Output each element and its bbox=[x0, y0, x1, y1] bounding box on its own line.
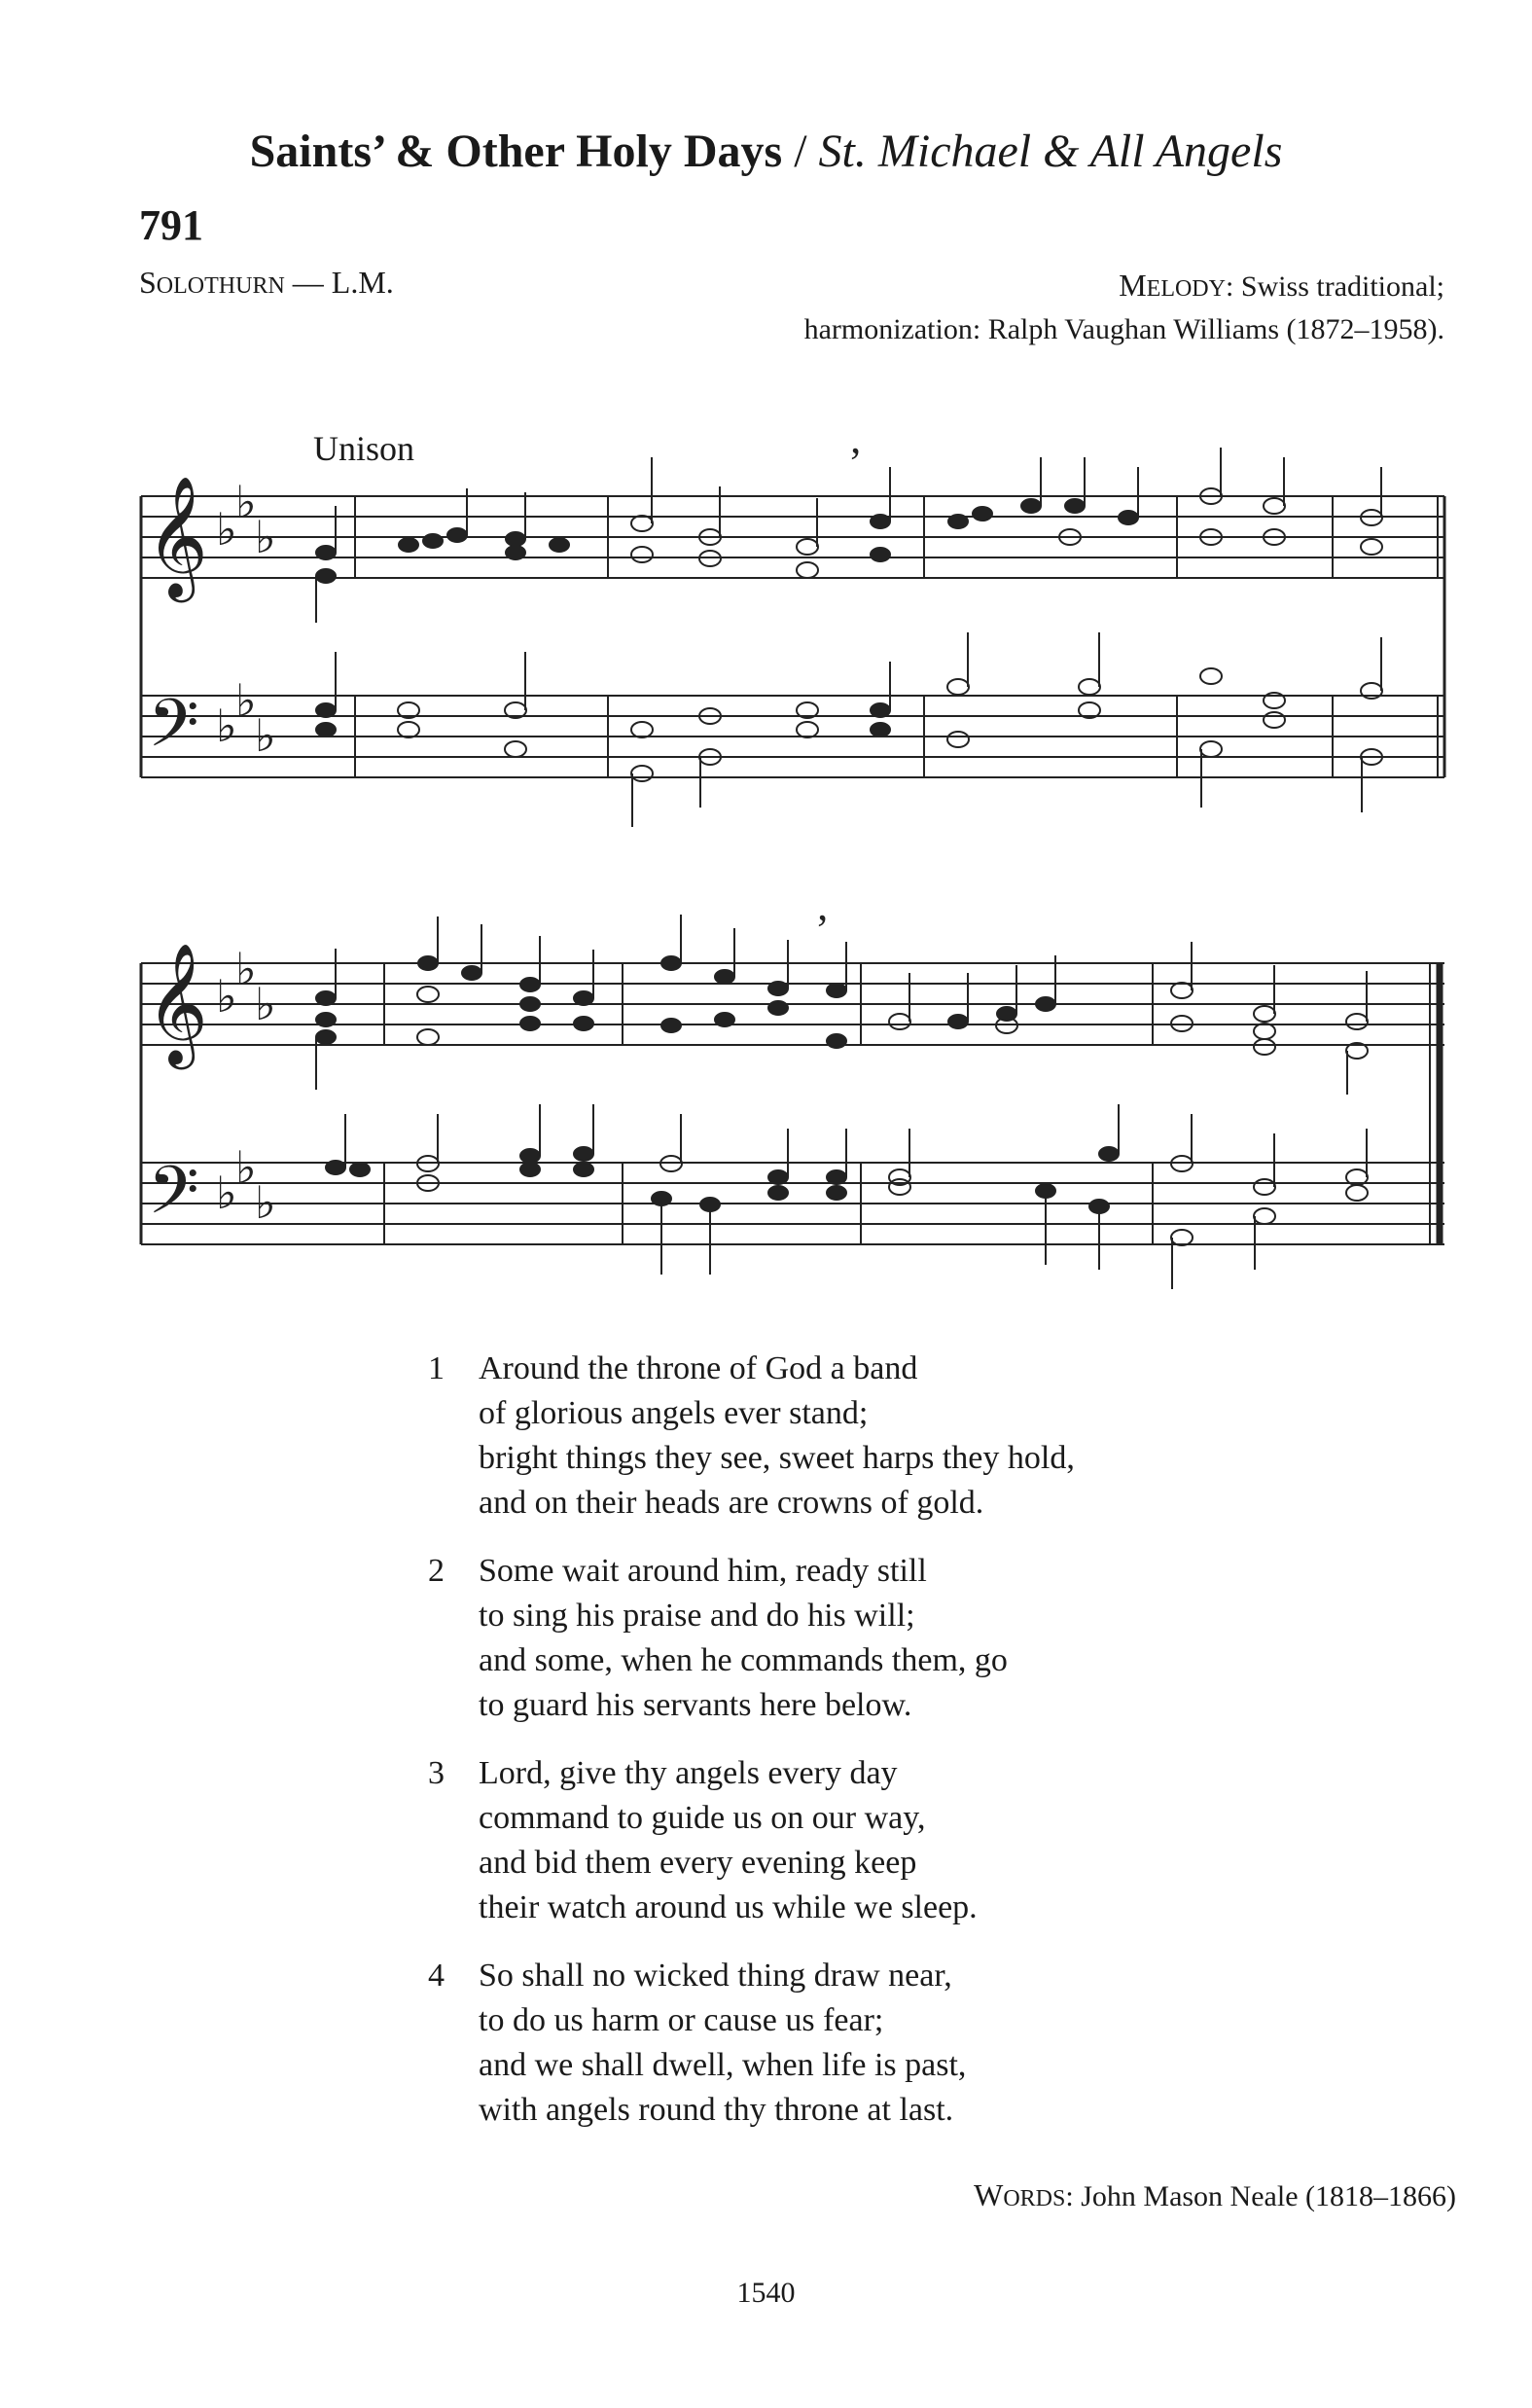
stems-bass bbox=[336, 632, 1381, 827]
occasion-title: St. Michael & All Angels bbox=[818, 126, 1283, 177]
svg-text:♭: ♭ bbox=[216, 1167, 237, 1219]
svg-text:♭: ♭ bbox=[235, 1141, 257, 1194]
svg-text:♭: ♭ bbox=[255, 978, 276, 1030]
hymn-number: 791 bbox=[139, 201, 203, 249]
svg-text:♭: ♭ bbox=[255, 511, 276, 563]
svg-text:♭: ♭ bbox=[235, 943, 257, 995]
barlines bbox=[384, 963, 1440, 1244]
svg-text:♭: ♭ bbox=[255, 709, 276, 762]
verse-line: and on their heads are crowns of gold. bbox=[479, 1485, 984, 1521]
melody-line: MELODY: Swiss traditional; bbox=[1119, 268, 1444, 303]
treble-clef-icon: 𝄞 bbox=[146, 476, 208, 597]
verse-line: Lord, give thy angels every day bbox=[479, 1755, 898, 1791]
verse-line: bright things they see, sweet harps they hold, bbox=[479, 1440, 1075, 1476]
notes-bass bbox=[316, 668, 1382, 781]
verse-number: 3 bbox=[428, 1755, 445, 1791]
harmonization-line: harmonization: Ralph Vaughan Williams (1872–1958). bbox=[803, 313, 1444, 345]
music-system-1 bbox=[0, 428, 1532, 837]
svg-text:♭: ♭ bbox=[216, 970, 237, 1023]
svg-text:♭: ♭ bbox=[255, 1176, 276, 1229]
verse-line: Some wait around him, ready still bbox=[479, 1553, 927, 1589]
verse-1 bbox=[428, 1347, 1075, 1526]
verse-line: and bid them every evening keep bbox=[479, 1845, 917, 1881]
page-number: 1540 bbox=[736, 2277, 796, 2309]
verse-line: to do us harm or cause us fear; bbox=[479, 2002, 884, 2038]
words-credit: WORDS: John Mason Neale (1818–1866) bbox=[974, 2177, 1456, 2212]
bass-clef-icon: 𝄢 bbox=[148, 1153, 199, 1245]
key-signature-icon bbox=[216, 943, 276, 1229]
stems-bass bbox=[345, 1104, 1367, 1289]
verse-line: with angels round thy throne at last. bbox=[479, 2092, 954, 2128]
verse-number: 4 bbox=[428, 1958, 445, 1994]
treble-clef-icon: 𝄞 bbox=[146, 943, 208, 1064]
unison-direction: Unison bbox=[313, 429, 415, 468]
verse-line: So shall no wicked thing draw near, bbox=[479, 1958, 952, 1994]
svg-text:♭: ♭ bbox=[235, 674, 257, 727]
verse-line: and some, when he commands them, go bbox=[479, 1642, 1008, 1678]
verse-line: their watch around us while we sleep. bbox=[479, 1889, 978, 1925]
bass-clef-icon: 𝄢 bbox=[148, 686, 199, 778]
verse-number: 1 bbox=[428, 1350, 445, 1386]
verse-line: to sing his praise and do his will; bbox=[479, 1598, 915, 1634]
notes-treble bbox=[316, 956, 1368, 1059]
verse-line: command to guide us on our way, bbox=[479, 1800, 926, 1836]
svg-text:♭: ♭ bbox=[216, 700, 237, 752]
svg-text:♭: ♭ bbox=[235, 476, 257, 528]
section-title: Saints’ & Other Holy Days bbox=[249, 126, 783, 177]
verse-line: to guard his servants here below. bbox=[479, 1687, 912, 1723]
verse-2 bbox=[428, 1549, 1075, 1728]
melody-credit bbox=[804, 265, 1444, 350]
svg-text:♭: ♭ bbox=[216, 503, 237, 556]
verse-line: and we shall dwell, when life is past, bbox=[479, 2047, 967, 2083]
key-signature-icon bbox=[216, 476, 276, 762]
verse-number: 2 bbox=[428, 1553, 445, 1589]
verse-line: Around the throne of God a band bbox=[479, 1350, 918, 1386]
tune-name: SOLOTHURN — L.M. bbox=[139, 265, 394, 300]
music-system-2 bbox=[0, 895, 1532, 1304]
verse-line: of glorious angels ever stand; bbox=[479, 1395, 869, 1431]
breath-mark: ’ bbox=[848, 439, 863, 486]
verses bbox=[428, 1347, 1075, 2156]
notes-treble bbox=[316, 488, 1382, 583]
verse-4 bbox=[428, 1954, 1075, 2133]
page-header bbox=[0, 125, 1532, 178]
header-separator: / bbox=[782, 126, 819, 177]
verse-3 bbox=[428, 1751, 1075, 1930]
tune-meter: — L.M. bbox=[284, 265, 394, 300]
breath-mark: ’ bbox=[815, 906, 830, 953]
